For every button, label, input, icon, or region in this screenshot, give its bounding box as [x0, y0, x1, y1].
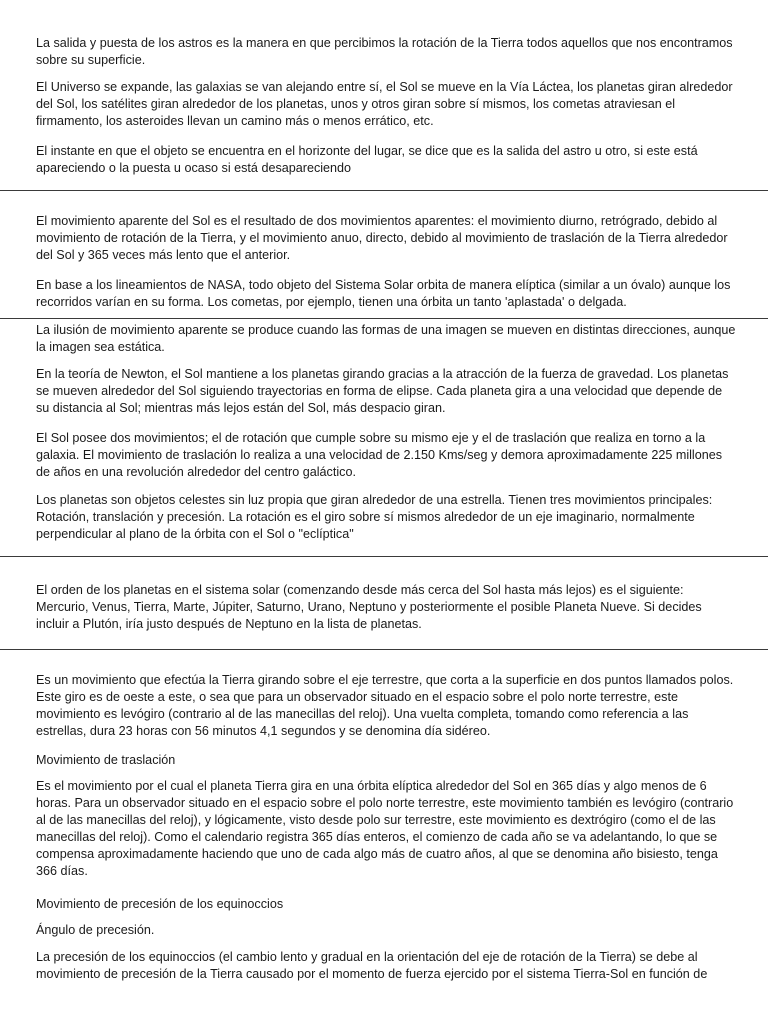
paragraph: El movimiento aparente del Sol es el resultado de dos movimientos aparentes: el movimiento diurno, retrógrado, debido al movimiento de rotación de la Tierra, y el movimiento anuo, directo, debido al movimiento de traslación de la Tierra alrededor del Sol y 365 veces más lento que el anterior. — [36, 214, 728, 262]
paragraph: En la teoría de Newton, el Sol mantiene a los planetas girando gracias a la atracción de la fuerza de gravedad. Los planetas se mueven alrededor del Sol siguiendo trayectorias en forma de elipse. Cada planeta gira a una velocidad que depende de su distancia al Sol; mientras más lejos están del Sol, más despacio giran. — [36, 367, 729, 415]
section-divider — [0, 318, 768, 319]
paragraph: La ilusión de movimiento aparente se produce cuando las formas de una imagen se mueven en distintas direcciones, aunque la imagen sea estática. — [36, 323, 736, 354]
paragraph: Es el movimiento por el cual el planeta Tierra gira en una órbita elíptica alrededor del Sol en 365 días y algo menos de 6 horas. Para un observador situado en el espacio sobre el polo norte terrestre, este movimiento también es levógiro (contrario al de las manecillas del reloj), y lógicamente, visto desde polo sur terrestre, este movimiento es dextrógiro (como el de las manecillas del reloj). Como el calendario registra 365 días enteros, el comienzo de cada año se va adelantando, lo que se compensa aproximadamente haciendo que uno de cada algo más de cuatro años, al que se denomina año bisiesto, tenga 366 días. — [36, 779, 734, 878]
paragraph: En base a los lineamientos de NASA, todo objeto del Sistema Solar orbita de manera elíptica (similar a un óvalo) aunque los recorridos varían en su forma. Los cometas, por ejemplo, tienen una órbita un tanto 'aplastada' o delgada. — [36, 278, 731, 309]
paragraph: La precesión de los equinoccios (el cambio lento y gradual en la orientación del eje de rotación de la Tierra) se debe al movimiento de precesión de la Tierra causado por el momento de fuerza ejercido por el sistema Tierra-Sol en función de — [36, 950, 708, 981]
paragraph: El Universo se expande, las galaxias se van alejando entre sí, el Sol se mueve en la Vía Láctea, los planetas giran alrededor del Sol, los satélites giran alrededor de los planetas, unos y otros giran sobre sí mismos, los cometas atraviesan el firmamento, los asteroides llevan un camino más o menos errático, etc. — [36, 80, 733, 128]
paragraph: Es un movimiento que efectúa la Tierra girando sobre el eje terrestre, que corta a la superficie en dos puntos llamados polos. Este giro es de oeste a este, o sea que para un observador situado en el espacio sobre el polo norte terrestre, este movimiento es levógiro (contrario al de las manecillas del reloj). Una vuelta completa, tomando como referencia a las estrellas, dura 23 horas con 56 minutos 4,1 segundos y se denomina día sidéreo. — [36, 673, 734, 738]
section-divider — [0, 556, 768, 557]
paragraph: El instante en que el objeto se encuentra en el horizonte del lugar, se dice que es la salida del astro u otro, si este está apareciendo o la puesta u ocaso si está desapareciendo — [36, 144, 698, 175]
paragraph: Los planetas son objetos celestes sin luz propia que giran alrededor de una estrella. Tienen tres movimientos principales: Rotación, translación y precesión. La rotación es el giro sobre sí mismos alrededor de un eje imaginario, normalmente perpendicular al plano de la órbita con el Sol o "eclíptica" — [36, 493, 713, 541]
caption: Ángulo de precesión. — [36, 923, 155, 937]
section-divider — [0, 190, 768, 191]
paragraph: La salida y puesta de los astros es la manera en que percibimos la rotación de la Tierra todos aquellos que nos encontramos sobre su superficie. — [36, 36, 733, 67]
section-heading: Movimiento de traslación — [36, 753, 176, 767]
paragraph: El orden de los planetas en el sistema solar (comenzando desde más cerca del Sol hasta más lejos) es el siguiente: Mercurio, Venus, Tierra, Marte, Júpiter, Saturno, Urano, Neptuno y posteriormente el posible Planeta Nueve. Si decides incluir a Plutón, iría justo después de Neptuno en la lista de planetas. — [36, 583, 702, 631]
section-heading: Movimiento de precesión de los equinoccios — [36, 897, 284, 911]
section-divider — [0, 649, 768, 650]
paragraph: El Sol posee dos movimientos; el de rotación que cumple sobre su mismo eje y el de traslación que realiza en torno a la galaxia. El movimiento de traslación lo realiza a una velocidad de 2.150 Kms/seg y demora aproximadamente 225 millones de años en una revolución alrededor del centro galáctico. — [36, 431, 723, 479]
